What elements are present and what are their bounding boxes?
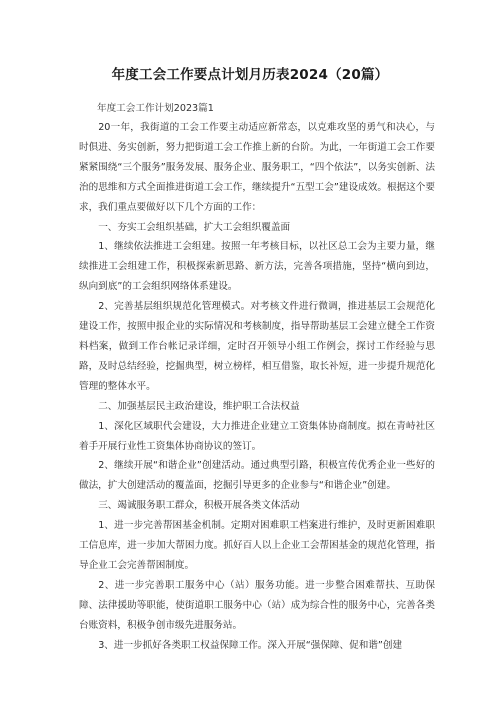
paragraph-1-2: 2、完善基层组织规范化管理模式。对考核文件进行微调，推进基层工会规范化建设工作，按照申报企业的实际情况和考核制度，指导帮助基层工会建立健全工作资料档案，做到工作台帐记录详细，定时召开领导小组工作例会，探讨工作经验与思路，及时总结经验，挖掘典型，树立榜样，相互借鉴，取长补短，进一步提升规范化管理的整体水平。: [79, 301, 435, 392]
paragraph-2-2: 2、继续开展“和谐企业”创建活动。通过典型引路，积极宣传优秀企业一些好的做法，扩大创建活动的覆盖面，挖掘引导更多的企业参与“和谐企业”创建。: [79, 460, 435, 492]
paragraph-intro: 20一年，我街道的工会工作要主动适应新常态，以克难攻坚的勇气和决心，与时俱进、务实创新，努力把街道工会工作推上新的台阶。为此，一年街道工会工作要紧紧围绕“三个服务”服务发展、服务企业、服务职工，“四个依法”，以务实创新、法治的思维和方式全面推进街道工会工作，继续提升“五型工会”建设成效。根据这个要求，我们重点要做好以下几个方面的工作：: [79, 122, 435, 213]
document-body: [79, 118, 435, 655]
document-title: 年度工会工作要点计划月历表2024（20篇）: [111, 67, 389, 83]
paragraph-3-2: 2、进一步完善职工服务中心（站）服务功能。进一步整合困难帮扶、互助保障、法律援助等职能，使街道职工服务中心（站）成为综合性的服务中心，完善各类台账资料，积极争创市级先进服务站。: [79, 579, 435, 631]
paragraph-2-1: 1、深化区域职代会建设，大力推进企业建立工资集体协商制度。拟在青峙社区着手开展行业性工资集体协商协议的签订。: [79, 420, 435, 452]
section-heading-2: 二、加强基层民主政治建设，维护职工合法权益: [98, 400, 300, 412]
section-heading-3: 三、竭诚服务职工群众，积极开展各类文体活动: [98, 500, 300, 512]
section-heading-1: 一、夯实工会组织基础，扩大工会组织覆盖面: [98, 221, 291, 233]
paragraph-1-1: 1、继续依法推进工会组建。按照一年考核目标，以社区总工会为主要力量，继续推进工会组建工作，积极探索新思路、新方法，完善各项措施，坚持“横向到边，纵向到底”的工会组织网络体系建设。: [79, 241, 435, 293]
paragraph-3-3: 3、进一步抓好各类职工权益保障工作。深入开展“强保障、促和谐”创建: [98, 639, 403, 651]
paragraph-3-1: 1、进一步完善帮困基金机制。定期对困难职工档案进行维护，及时更新困难职工信息库，进一步加大帮困力度。抓好百人以上企业工会帮困基金的规范化管理，指导企业工会完善帮困制度。: [79, 520, 435, 571]
document-subtitle: 年度工会工作计划2023篇1: [97, 103, 214, 114]
